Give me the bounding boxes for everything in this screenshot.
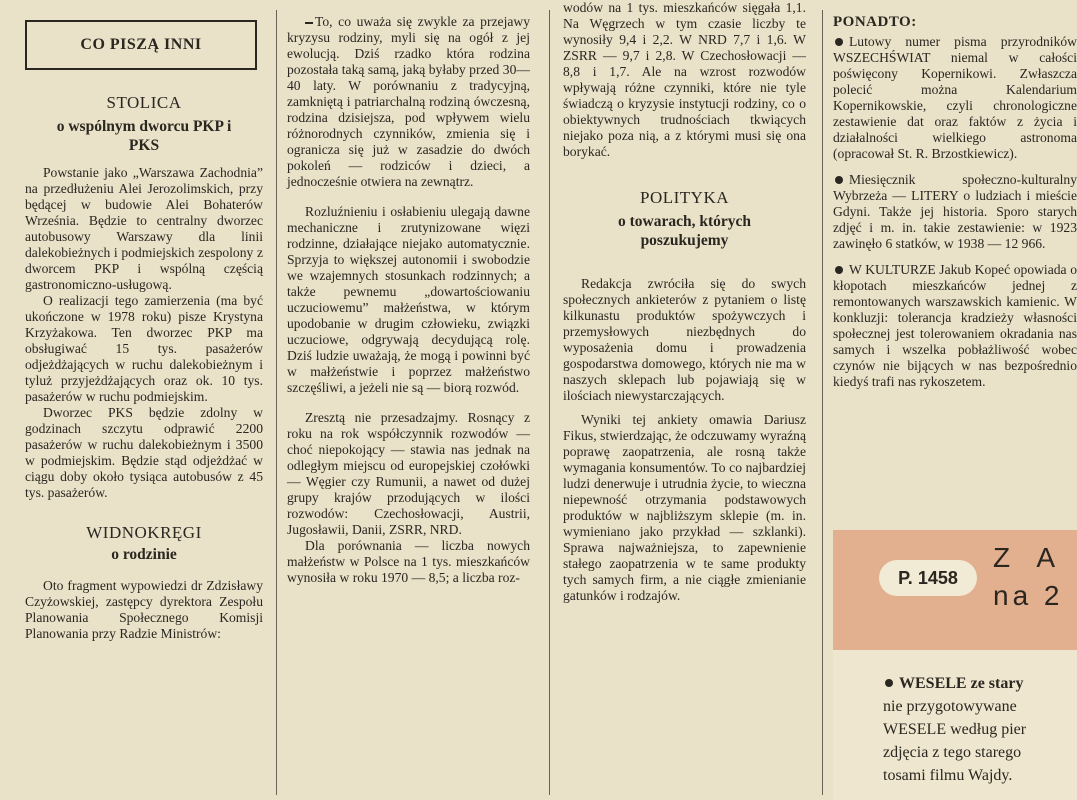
bullet-icon [835, 266, 843, 274]
bullet-icon [835, 176, 843, 184]
section-polityka: POLITYKA [640, 188, 729, 207]
dash-mark [305, 22, 313, 24]
stolica-paragraph-1: Powstanie jako „Warszawa Zachodnia” na przedłużeniu Alei Jerozolimskich, przy będącej w budowie Alei Bohaterów Września. Będzie to centralny dworzec autobusowy Warszawy dla linii dalekobieżnych i podmiejskich zespolony z dworcem PKP i wspólną częścią gastronomiczno-usługową. [25, 165, 263, 292]
section-stolica: STOLICA [106, 93, 182, 112]
col3-paragraph-1: wodów na 1 tys. mieszkańców sięgała 1,1. Na Węgrzech w tym czasie liczby te wynosiły 9,4 i 2,2. W NRD 7,7 i 1,6. W ZSRR — 9,7 i 2,8. W Czechosłowacji — 8,8 i 1,7. Ale na wzrost rozwodów wpływają różne czynniki, które nie tyle świadczą o kryzysie instytucji rodziny, co o obiektywnych trudnościach tkwiących niejako poza nią, a z którymi musi się ona borykać. [563, 0, 806, 159]
col2-paragraph-2: Rozluźnieniu i osłabieniu ulegają dawne mechaniczne i zrutynizowane więzi rodzinne, działające niejako automatycznie. Sprzyja to większej autonomii i swobodzie we wzajemnych stosunkach rodzinnych; a także pewnemu „dowartościowaniu uczuciowemu” małżeństwa, w którym upodobanie w drugim człowieku, związki uczuciowe, odgrywają decydującą rolę. Dziś ludzie uważają, że mogą i powinni być w małżeństwie i poprzez małżeństwo szczęśliwi, a jeżeli nie są — biorą rozwód. [287, 204, 530, 395]
stolica-paragraph-3: Dworzec PKS będzie zdolny w godzinach szczytu odprawić 2200 pasażerów w ruchu dalekobieżnym i 3500 w podmiejskim. Będzie stąd odjeżdżać w ciągu doby około tysiąca autobusów z 45 tys. pasażerów. [25, 405, 263, 500]
column-4 [833, 14, 1077, 390]
advertisement [833, 530, 1077, 800]
stolica-paragraph-2: O realizacji tego zamierzenia (ma być ukończone w 1978 roku) pisze Krystyna Krzyżakowa. Ten dworzec PKP ma obsługiwać 15 tys. pasażerów odjeżdżających w ruchu dalekobieżnym i tyluż przyjeżdżających oraz ok. 10 tys. pasażerów w ruchu podmiejskim. [25, 293, 263, 404]
column-divider [822, 10, 823, 795]
bullet-icon [885, 679, 893, 687]
polityka-paragraph-1: Redakcja zwróciła się do swych społecznych ankieterów z pytaniem o listę kilkunastu produktów spożywczych i przemysłowych niezbędnych do wyposażenia domu i prowadzenia gospodarstwa domowego, których nie ma w naszych sklepach lub pojawiają się w ilościach niewystarczających. [563, 276, 806, 403]
column-header-box: CO PISZĄ INNI [25, 20, 257, 70]
subtitle-stolica: o wspólnym dworcu PKP i PKS [56, 118, 232, 154]
ponadto-item-2: Miesięcznik społeczno-kulturalny Wybrzeża — LITERY o ludziach i mieście Gdyni. Także jej historia. Sporo starych zdjęć i m. in. takie zestawienie: w 1923 zawinęło 6 statków, w 1938 — 12 966. [833, 172, 1077, 251]
ponadto-title: PONADTO: [833, 14, 917, 30]
column-divider [549, 10, 550, 795]
widnokregi-paragraph-1: Oto fragment wypowiedzi dr Zdzisławy Czyżowskiej, zastępcy dyrektora Zespołu Planowania Społecznego Komisji Planowania przy Radzie Ministrów: [25, 578, 263, 641]
ponadto-item-3: W KULTURZE Jakub Kopeć opowiada o kłopotach mieszkańców jednej z remontowanych warszawskich kamienic. W konkluzji: tolerancja kradzieży własności społecznej jest tolerowaniem okradania nas samych i wszelka pobłażliwość wobec czynów nie bijących w nas bezpośrednio kiedyś trafi nas rykoszetem. [833, 262, 1077, 389]
column-2 [287, 14, 530, 586]
col2-paragraph-1: To, co uważa się zwykle za przejawy kryzysu rodziny, myli się na ogół z jej ewolucją. Dziś rzadko która rodzina pozostała taką samą, jaką byłaby przed 30—40 laty. W porównaniu z tradycyjną, zamkniętą i patriarchalną rodziną ówczesną, rodzina dzisiejsza, pod wpływem wielu różnorodnych czynników, zmienia się i ogranicza się już w zasadzie do dwóch pokoleń — rodziców i dzieci, a jednocześnie otwiera na zewnątrz. [287, 14, 530, 189]
ad-badge: P. 1458 [879, 560, 977, 596]
polityka-paragraph-2: Wyniki tej ankiety omawia Dariusz Fikus, stwierdzając, że odczuwamy wyraźną poprawę zaopatrzenia, ale rosną także wymagania konsumentów. To co najbardziej ludzi denerwuje i utrudnia życie, to wieczna niepewność otrzymania podstawowych produktów w najbliższym sklepie (m. in. wymieniano jako przykład — szklanki). Sprawa najważniejsza, to zapewnienie stałego zaopatrzenia w te same produkty tych samych firm, a nie ciągłe zmienianie gatunków i rodzajów. [563, 412, 806, 603]
ad-headline-1: Z A [993, 542, 1066, 573]
column-1 [25, 95, 263, 642]
ad-text: WESELE ze stary nie przygotowywane WESELE według pier zdjęcia z tego starego tosami filmu Wajdy. [883, 675, 1027, 784]
col2-paragraph-3: Zresztą nie przesadzajmy. Rosnący z roku na rok współczynnik rozwodów — choć niepokojący — stawia nas jednak na odległym miejscu od europejskiej czołówki — Węgier czy Rumunii, a nawet od dużej grupy krajów przodujących w ilości rozwodów: Czechosłowacji, Austrii, Jugosławii, Danii, ZSRR, NRD. [287, 410, 530, 537]
column-3 [563, 0, 806, 604]
subtitle-polityka: o towarach, których poszukujemy [617, 213, 752, 249]
section-widnokregi: WIDNOKRĘGI [86, 523, 202, 542]
bullet-icon [835, 38, 843, 46]
ad-headline-2: na 2 [993, 580, 1064, 611]
subtitle-widnokregi: o rodzinie [111, 546, 177, 563]
col2-paragraph-4: Dla porównania — liczba nowych małżeństw w Polsce na 1 tys. mieszkańców wynosiła w roku 1970 — 8,5; a liczba roz- [287, 538, 530, 585]
column-divider [276, 10, 277, 795]
ponadto-item-1: Lutowy numer pisma przyrodników WSZECHŚWIAT niemal w całości poświęcony Kopernikowi. Zwłaszcza polecić można Kalendarium Kopernikowskie, czyli chronologiczne zestawienie dat oraz faktów z życia i działalności wielkiego astronoma (opracował St. R. Brzostkiewicz). [833, 34, 1077, 161]
